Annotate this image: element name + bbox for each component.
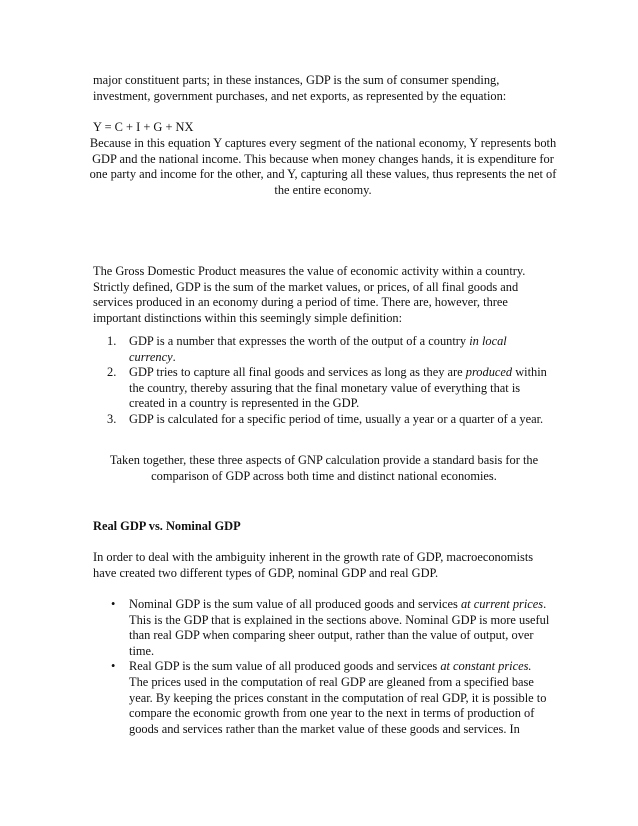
list-text: GDP tries to capture all final goods and services as long as they are: [129, 365, 466, 380]
equation-explanation-text: Because in this equation Y captures every segment of the national economy, Y represents both GDP and the national income. This because when money changes hands, it is expenditure for one party and income for the other, and Y, capturing all these values, thus represents the net of the entire economy.: [89, 136, 557, 197]
section-heading: Real GDP vs. Nominal GDP: [93, 519, 241, 533]
list-emphasis: at constant prices.: [440, 659, 532, 674]
list-number: 3.: [107, 411, 117, 426]
bullet-icon: •: [111, 659, 116, 674]
equation-block: [93, 120, 553, 136]
list-text-end: The prices used in the computation of real GDP are gleaned from a specified base year. By keeping the prices constant in the computation of real GDP, it is possible to compare the economic growth from one year to the next in terms of production of goods and services rather than the market value of these goods and services. In: [129, 674, 547, 736]
list-text: GDP is a number that expresses the worth of the output of a country: [129, 334, 470, 348]
list-text: GDP is calculated for a specific period of time, usually a year or a quarter of a year.: [129, 411, 544, 426]
section-intro-paragraph: [93, 550, 553, 581]
gdp-definition-paragraph: [93, 264, 553, 326]
summary-text: Taken together, these three aspects of GNP calculation provide a standard basis for the comparison of GDP across both time and distinct national economies.: [109, 453, 539, 483]
list-emphasis: at current prices: [460, 597, 544, 611]
distinctions-list: [93, 334, 553, 428]
list-item: [93, 659, 553, 737]
intro-paragraph: [93, 73, 553, 104]
list-emphasis: in local currency: [129, 334, 507, 364]
list-emphasis: produced: [465, 365, 513, 380]
list-number: 2.: [107, 365, 117, 380]
intro-line-2: investment, government purchases, and net exports, as represented by the equation:: [93, 88, 507, 103]
equation: Y = C + I + G + NX: [93, 120, 194, 134]
summary-paragraph: [93, 453, 555, 484]
list-item: [93, 334, 553, 365]
bullet-icon: •: [111, 597, 116, 611]
list-item: [93, 597, 553, 659]
list-number: 1.: [107, 334, 117, 348]
equation-explanation: [88, 136, 558, 198]
section-heading-block: [93, 519, 553, 535]
list-item: [93, 365, 553, 412]
gdp-types-list: [93, 597, 553, 737]
gdp-definition-text: The Gross Domestic Product measures the value of economic activity within a country. Strictly defined, GDP is the sum of the market values, or prices, of all final goods and services produced in an economy during a period of time. There are, however, three important distinctions within this seemingly simple definition:: [93, 264, 526, 325]
list-text-end: . This is the GDP that is explained in the sections above. Nominal GDP is more useful than real GDP when comparing sheer output, rather than the value of output, over time.: [129, 597, 550, 658]
list-text: Nominal GDP is the sum value of all produced goods and services: [129, 597, 461, 611]
intro-line-1: major constituent parts; in these instances, GDP is the sum of consumer spending,: [93, 73, 500, 87]
list-item: [93, 412, 553, 428]
list-text-end: .: [172, 349, 176, 364]
list-text-end: within the country, thereby assuring that the final monetary value of everything that is created in a country is represented in the GDP.: [129, 365, 547, 411]
section-intro-text: In order to deal with the ambiguity inherent in the growth rate of GDP, macroeconomists have created two different types of GDP, nominal GDP and real GDP.: [93, 550, 534, 580]
list-text: Real GDP is the sum value of all produced goods and services: [129, 659, 441, 674]
